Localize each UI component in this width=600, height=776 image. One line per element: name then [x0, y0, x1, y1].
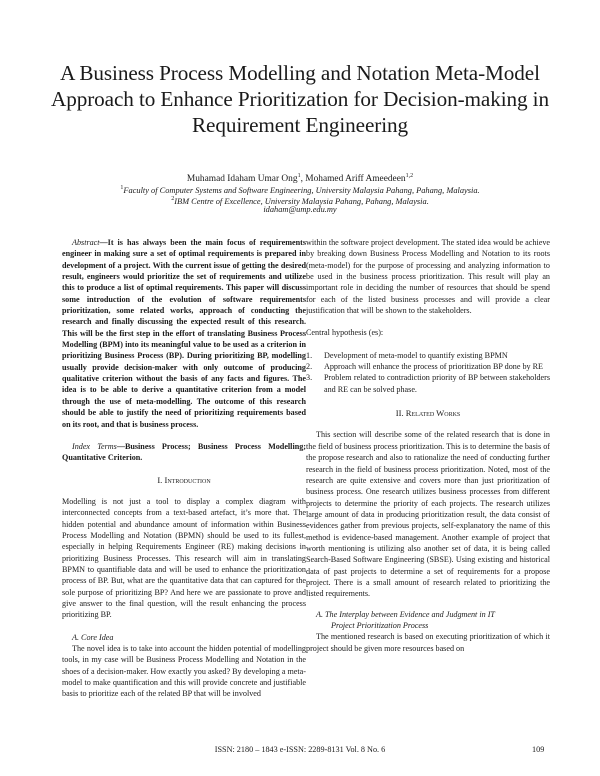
section-heading-introduction: I. Introduction: [157, 474, 211, 485]
author-name: Muhamad Idaham Umar Ong: [186, 174, 298, 185]
subsection-heading-line: A. The Interplay between Evidence and Judgment in IT: [316, 609, 495, 619]
interplay-paragraph: The mentioned research is based on executing prioritization of which it project should be given more resources based on: [306, 632, 550, 653]
list-number: 1.: [306, 350, 313, 360]
abstract-lead: Abstract: [72, 238, 100, 247]
section-heading-related-works: II. Related Works: [395, 408, 461, 419]
subsection-heading-interplay: [306, 609, 550, 632]
hypotheses-heading: Central hypothesis (es):: [306, 328, 384, 338]
introduction-paragraph: Modelling is not just a tool to display a complex diagram with interconnected concepts from a text-based artefact, it’s more that. The hidden potential and abundance amount of information within Business Process Modelling and Notation (BPMN) should be used to its fullest, especially in helping Requirements Engineer (RE) making decisions in prioritizing Business Processes. This research will aim in translating BPMN to quantifiable data and will be used to enhance the prioritization process of BP. But, what are the quantitative data that can captured for the sole purpose of prioritizing BP? And here we are passionate to prove and give answer to the final question, will the result enhancing the process prioritizing BP.: [62, 496, 306, 620]
affiliation-mark: 2: [171, 196, 175, 202]
list-item-text: Development of meta-model to quantify existing BPMN: [324, 350, 508, 360]
author-affiliation-mark: 1,2: [405, 173, 414, 179]
related-works-paragraph: This section will describe some of the related research that is done in the field of business process prioritization. This is to determine the basis of the propose research and also to rationalize the need of conducting further research in the field of business process prioritization. Noted, most of the research are quite extensive and covers more than just prioritization of business process. One research utilizes business processes from different projects to determine the priority of each projects. The research utilizes large amount of data in producing prioritization result, the data consist of evidences gather from previous projects, self-explanatory the name of this method is evidence-based management. Another example of project that worth mentioning is utilizing also another set of data, it is being called Search-Based Software Engineering (SBSE). Using existing and historical data of past projects to determine a set of requirements for a propose project. There is a small amount of research related to prioritizing the listed requirements.: [306, 430, 550, 599]
core-idea-continued-paragraph: within the software project development. The stated idea would be achieve by breaking down Business Process Modelling and Notation to its roots (meta-model) for the purpose of processing and analyzing information to be used in the business process prioritization. This result will play an important role in deciding the number of resources that should be spend for each of the listed business processes and will provide a clear justification that will be shown to the stakeholders.: [306, 238, 550, 316]
paper-title: A Business Process Modelling and Notation Meta-Model Approach to Enhance Prioritization for Decision-making in Requirement Engineering: [51, 61, 549, 137]
author-separator: ,: [300, 174, 306, 185]
author-name: Mohamed Ariff Ameedeen: [305, 174, 406, 185]
page-number: 109: [532, 745, 545, 754]
right-column: [306, 237, 550, 654]
author-email: idaham@ump.edu.my: [263, 205, 337, 214]
affiliation-mark: 1: [120, 185, 124, 191]
hypotheses-list: [306, 350, 550, 395]
affiliation-text: IBM Centre of Excellence, University Malaysia Pahang, Pahang, Malaysia.: [174, 196, 429, 206]
index-terms-lead: Index Terms: [72, 441, 117, 451]
index-terms-text: —Business Process; Business Process Modelling; Quantitative Criterion.: [62, 441, 306, 463]
subsection-heading-core-idea: A. Core Idea: [72, 632, 114, 642]
author-affiliation-mark: 1: [297, 173, 301, 179]
left-column: [62, 237, 306, 700]
list-item-text: Approach will enhance the process of prioritization BP done by RE: [324, 362, 544, 372]
list-number: 2.: [306, 362, 313, 372]
footer-issn: ISSN: 2180 – 1843 e-ISSN: 2289-8131 Vol. 8 No. 6: [214, 745, 386, 754]
core-idea-paragraph: The novel idea is to take into account the hidden potential of modelling tools, in my case will be Business Process Modelling and Notation in the shoes of a decision-maker. How exactly you asked? By developing a meta-model to make quantification and this will provide concrete and justifiable basis to prioritize each of the related BP that will be involved: [62, 644, 306, 699]
list-item: [306, 350, 550, 361]
abstract-text: —It is has always been the main focus of requirements engineer in making sure a set of optimal requirements is prepared in development of a project. With the current issue of getting the desired result, engineers would prioritize the set of requirements and utilize this to produce a list of optimal requirements. This paper will discuss some introduction of the evolution of software requirements prioritization, some related works, approach of conducting the research and finally discussing the expected result of this research. This will be the first step in the effort of translating Business Process Modelling (BPM) into its meaningful value to be used as a criterion in prioritizing Business Process (BP). During prioritizing BP, modelling usually provide decision-maker with only outcome of producing qualitative criterion without the basis of any facts and figures. The idea is to be able to derive a quantitative criterion from a model through the use of meta-modelling. The outcome of this research should be able to justify the need of prioritizing requirements based on its root, and that is business process.: [62, 238, 306, 429]
list-item: [306, 372, 550, 395]
list-item-text: Problem related to contradiction priority of BP between stakeholders and RE can be solved phase.: [324, 373, 550, 394]
affiliation-text: Faculty of Computer Systems and Software Engineering, University Malaysia Pahang, Pahang, Malaysia.: [123, 185, 480, 195]
index-terms: [62, 441, 306, 464]
subsection-heading-line: Project Prioritization Process: [331, 620, 429, 630]
list-item: [306, 361, 550, 372]
abstract: [62, 237, 306, 430]
list-number: 3.: [306, 373, 313, 383]
